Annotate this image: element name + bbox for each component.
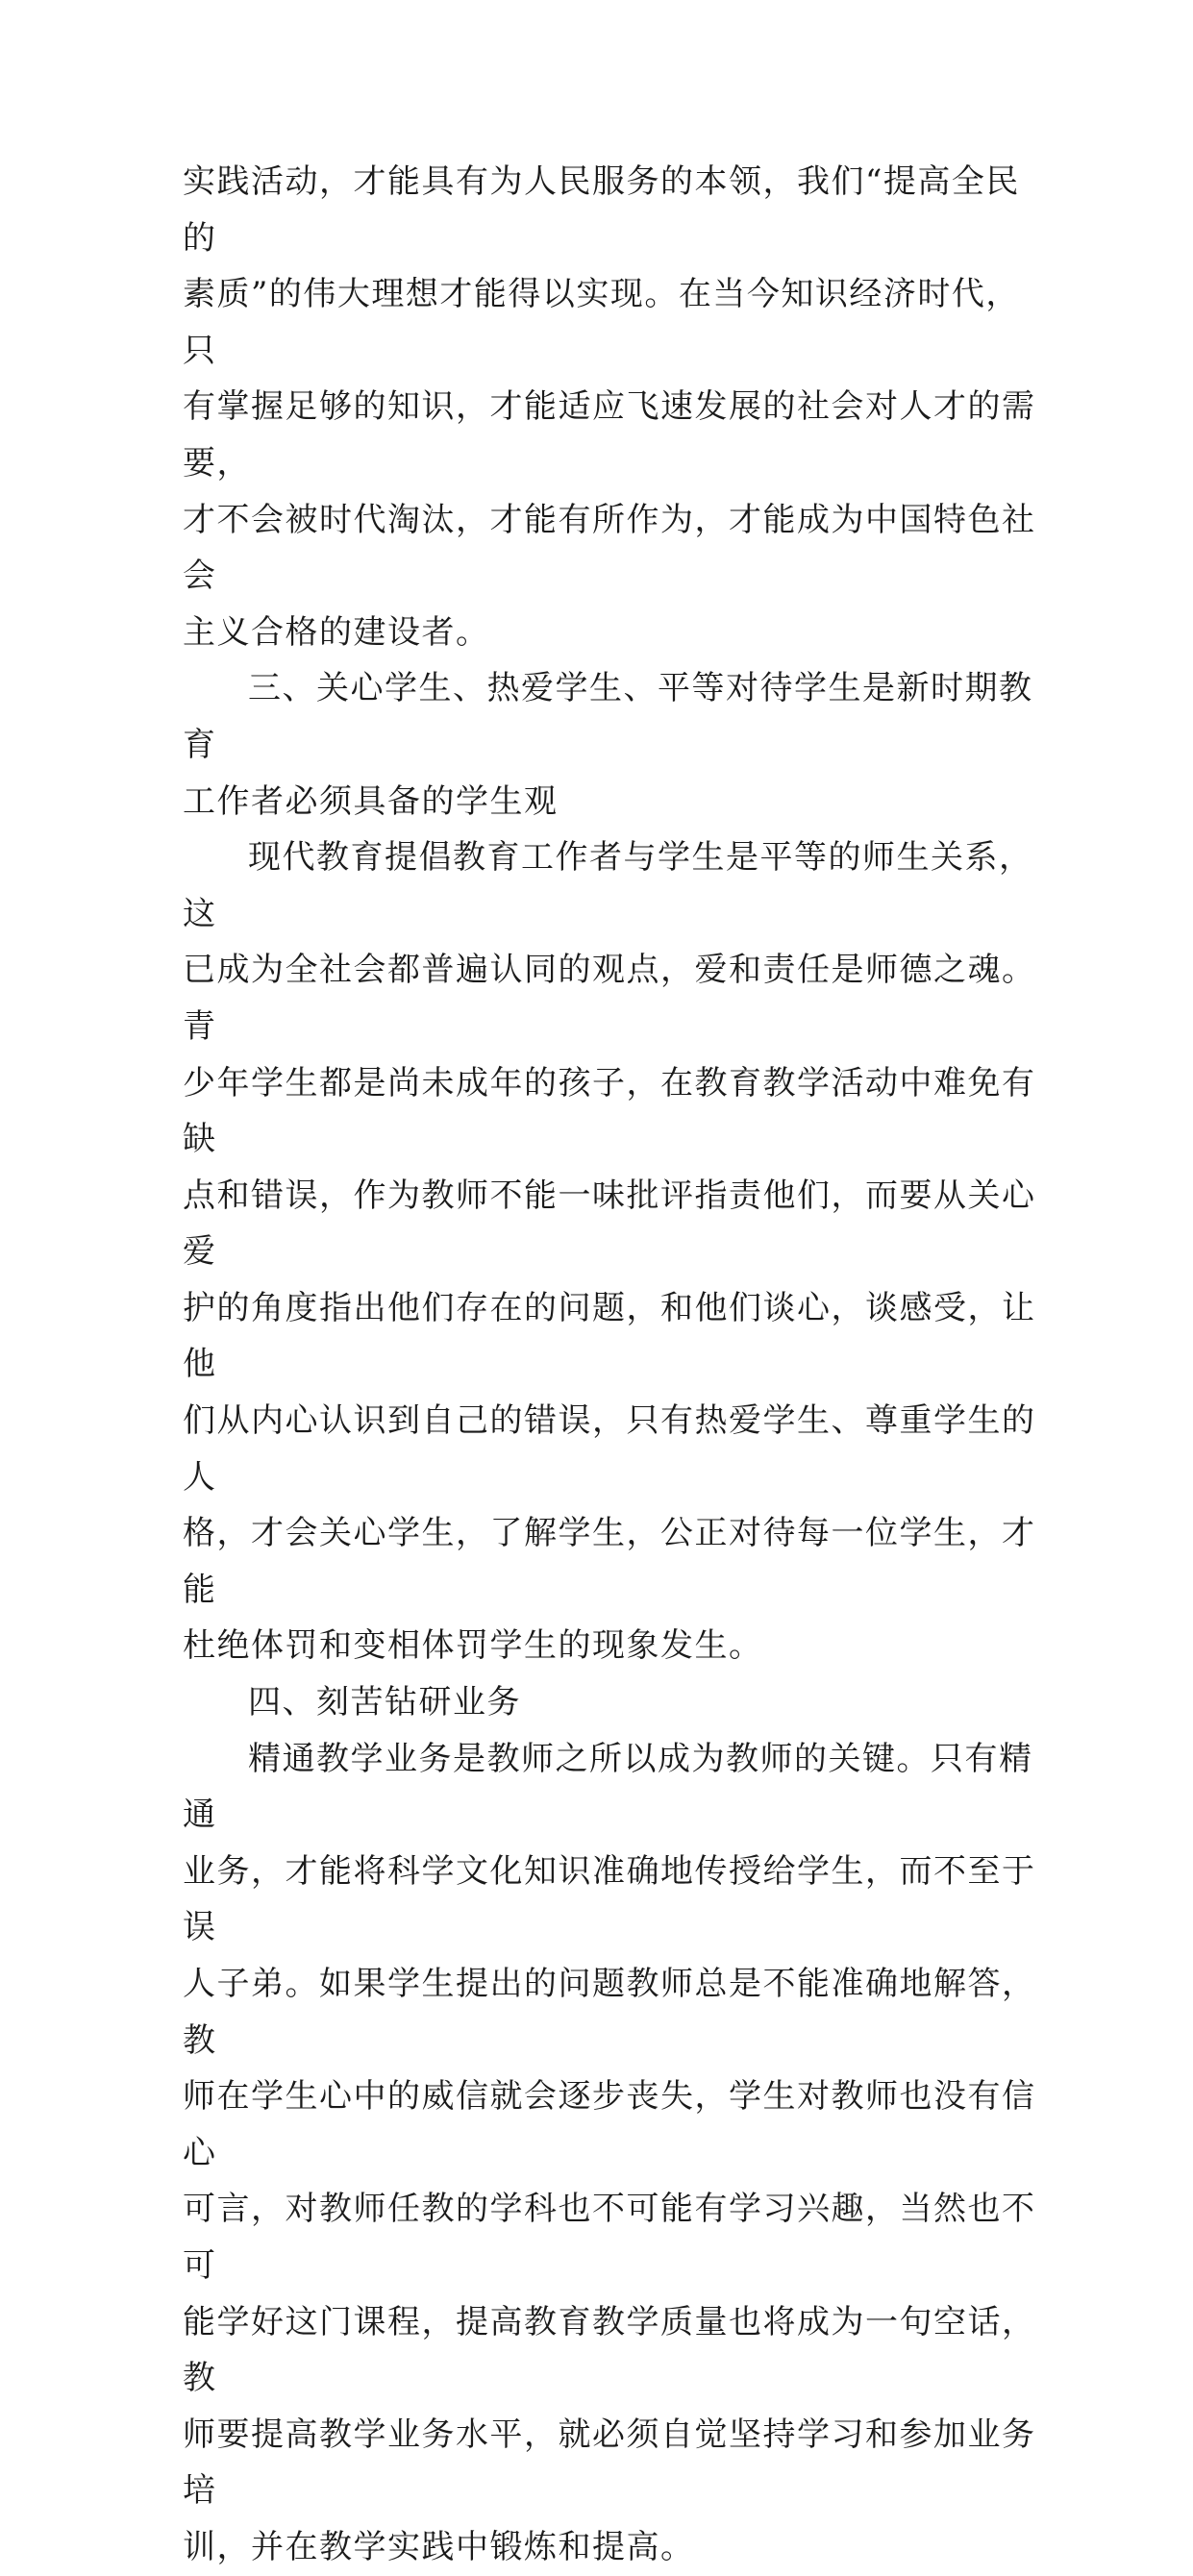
text-line: 们从内心认识到自己的错误，只有热爱学生、尊重学生的人 bbox=[183, 1401, 1036, 1497]
text-line: 主义合格的建设者。 bbox=[183, 612, 490, 652]
text-line: 护的角度指出他们存在的问题，和他们谈心，谈感受，让他 bbox=[183, 1288, 1036, 1384]
document-body bbox=[183, 154, 1048, 2576]
section-heading-four bbox=[183, 1674, 1048, 1731]
text-line: 少年学生都是尚未成年的孩子，在教育教学活动中难免有缺 bbox=[183, 1063, 1036, 1159]
text-line: 点和错误，作为教师不能一味批评指责他们，而要从关心爱 bbox=[183, 1176, 1036, 1272]
text-line: 能学好这门课程，提高教育教学质量也将成为一句空话，教 bbox=[183, 2302, 1036, 2398]
paragraph-student-view bbox=[183, 830, 1048, 1674]
text-line: 业务，才能将科学文化知识准确地传授给学生，而不至于误 bbox=[183, 1851, 1036, 1947]
text-line: 杜绝体罚和变相体罚学生的现象发生。 bbox=[183, 1626, 763, 1666]
text-line: 精通教学业务是教师之所以成为教师的关键。只有精通 bbox=[183, 1739, 1033, 1835]
text-line: 现代教育提倡教育工作者与学生是平等的师生关系，这 bbox=[183, 838, 1033, 933]
text-line: 素质”的伟大理想才能得以实现。在当今知识经济时代，只 bbox=[183, 275, 1020, 370]
text-line: 师在学生心中的威信就会逐步丧失，学生对教师也没有信心 bbox=[183, 2077, 1036, 2172]
paragraph-professional-study bbox=[183, 1731, 1048, 2576]
text-line: 工作者必须具备的学生观 bbox=[183, 781, 559, 821]
text-line: 人子弟。如果学生提出的问题教师总是不能准确地解答，教 bbox=[183, 1965, 1036, 2060]
text-line: 可言，对教师任教的学科也不可能有学习兴趣，当然也不可 bbox=[183, 2190, 1036, 2285]
text-line: 格，才会关心学生，了解学生，公正对待每一位学生，才能 bbox=[183, 1514, 1036, 1609]
text-line: 三、关心学生、热爱学生、平等对待学生是新时期教育 bbox=[183, 669, 1033, 764]
paragraph-continuation bbox=[183, 154, 1048, 660]
text-line: 实践活动，才能具有为人民服务的本领，我们“提高全民的 bbox=[183, 162, 1020, 258]
text-line: 已成为全社会都普遍认同的观点，爱和责任是师德之魂。青 bbox=[183, 951, 1036, 1046]
section-heading-three bbox=[183, 660, 1048, 830]
text-line: 才不会被时代淘汰，才能有所作为，才能成为中国特色社会 bbox=[183, 500, 1036, 596]
text-line: 师要提高教学业务水平，就必须自觉坚持学习和参加业务培 bbox=[183, 2415, 1036, 2511]
text-line: 训，并在教学实践中锻炼和提高。 bbox=[183, 2527, 695, 2566]
text-line: 有掌握足够的知识，才能适应飞速发展的社会对人才的需要， bbox=[183, 387, 1036, 483]
text-line: 四、刻苦钻研业务 bbox=[248, 1683, 521, 1722]
